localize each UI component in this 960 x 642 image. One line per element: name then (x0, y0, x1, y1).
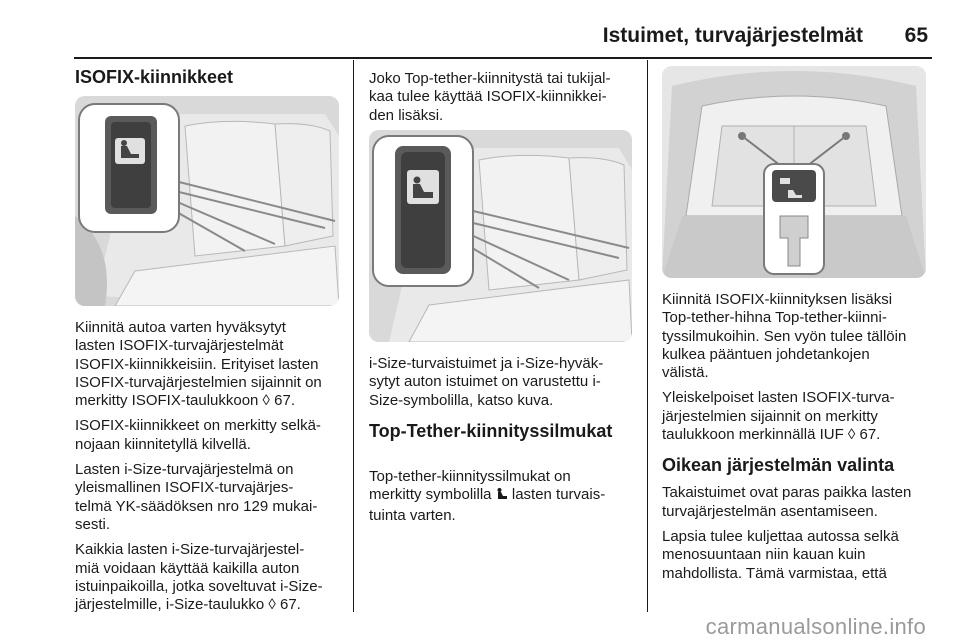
col3-paragraph: Yleiskelpoiset lasten ISOFIX-turva- järjestelmien sijainnit on merkitty taulukkoon merkinnällä IUF ◊ 67. (662, 389, 895, 444)
col3-paragraph: Kiinnitä ISOFIX-kiinnityksen lisäksi Top-tether-hihna Top-tether-kiinni- tyssilmukoihin. Sen vyön tulee tällöin kulkea pääntuen johdetankojen välistä. (662, 291, 907, 382)
col1-paragraph: Kiinnitä autoa varten hyväksytyt lasten ISOFIX-turvajärjestelmät ISOFIX-kiinnikkeisiin. Erityiset lasten ISOFIX-turvajärjestelmien sijainnit on merkitty ISOFIX-taulukkoon ◊ 67. (75, 319, 322, 410)
col2-intro: Joko Top-tether-kiinnitystä tai tukijal- kaa tulee käyttää ISOFIX-kiinnikkei- den lisäksi. (369, 70, 611, 124)
column-divider (647, 60, 648, 612)
isize-seat-illustration (369, 130, 632, 342)
col2-paragraph: i-Size-turvaistuimet ja i-Size-hyväk- sytyt auton istuimet on varustettu i- Size-symbolilla, katso kuva. (369, 355, 604, 409)
col2-text: Top-tether-kiinnityssilmukat on merkitty symbolilla (369, 468, 571, 504)
col1-paragraph: Kaikkia lasten i-Size-turvajärjestel- miä voidaan käyttää kaikilla auton istuinpaikoilla, jotka soveltuvat i-Size- järjestelmille, i-Size-taulukko ◊ 67. (75, 541, 323, 614)
isofix-seat-illustration (75, 96, 339, 306)
section-title: Istuimet, turvajärjestelmät (602, 24, 863, 47)
page-number: 65 (904, 24, 928, 47)
col2-text: lasten turvais- tuinta varten. (369, 486, 606, 524)
col3-paragraph: Takaistuimet ovat paras paikka lasten turvajärjestelmän asentamiseen. (662, 484, 912, 520)
page-header (0, 0, 960, 62)
header-rule (74, 57, 932, 59)
cargo-tether-illustration (662, 66, 926, 278)
col1-paragraph: Lasten i-Size-turvajärjestelmä on yleismallinen ISOFIX-turvajärjes- telmä YK-säädöksen nro 129 mukai- sesti. (75, 461, 318, 533)
column-divider (353, 60, 354, 612)
col2-paragraph (369, 450, 644, 525)
col1-paragraph: ISOFIX-kiinnikkeet on merkitty selkä- nojaan kiinnitetyllä kilvellä. (75, 417, 321, 453)
col3-paragraph: Lapsia tulee kuljettaa autossa selkä menosuuntaan niin kauan kuin mahdollista. Tämä varmistaa, että (662, 527, 899, 582)
watermark: carmanualsonline.info (705, 614, 926, 639)
heading-isofix: ISOFIX-kiinnikkeet (75, 67, 234, 87)
child-seat-tether-icon (496, 487, 508, 506)
heading-top-tether: Top-Tether-kiinnityssilmukat (369, 420, 613, 441)
heading-correct-system: Oikean järjestelmän valinta (662, 455, 895, 476)
